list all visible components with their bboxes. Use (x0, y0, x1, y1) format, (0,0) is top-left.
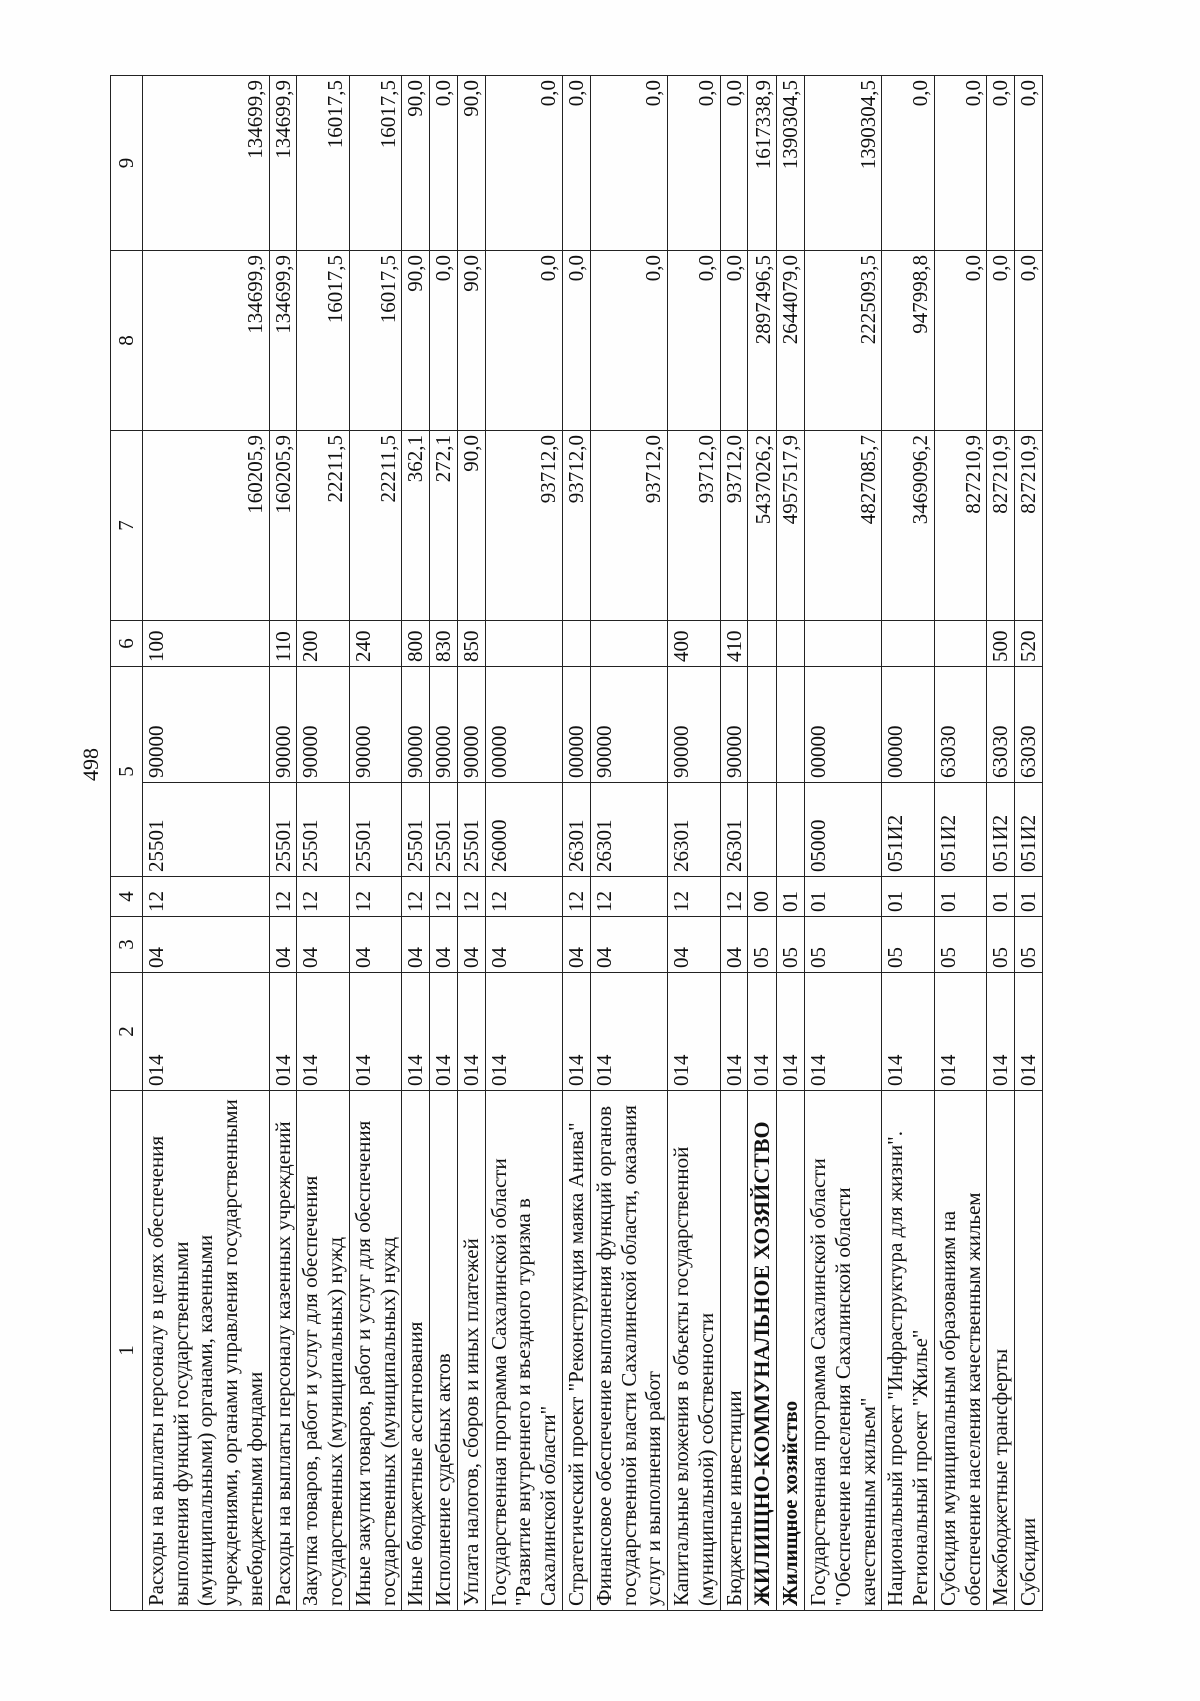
cell-amount-year1: 93712,0 (668, 431, 721, 621)
row-name: Бюджетные инвестиции (720, 1091, 748, 1611)
cell-section: 05 (987, 917, 1015, 973)
cell-amount-year2: 0,0 (563, 251, 591, 431)
header-row (111, 76, 143, 1611)
cell-amount-year3: 1390304,5 (777, 76, 805, 251)
cell-expense-type (485, 621, 562, 667)
cell-section: 04 (430, 917, 458, 973)
cell-expense-type (748, 621, 777, 667)
cell-ministry: 014 (668, 973, 721, 1091)
cell-amount-year1: 362,1 (402, 431, 430, 621)
cell-ministry: 014 (297, 973, 350, 1091)
cell-program-code: 26301 (563, 783, 591, 877)
cell-amount-year2: 134699,9 (142, 251, 269, 431)
cell-expense-type (563, 621, 591, 667)
cell-section: 04 (563, 917, 591, 973)
cell-section: 04 (668, 917, 721, 973)
cell-direction-code: 90000 (668, 667, 721, 783)
budget-table (110, 75, 1043, 1611)
cell-direction-code: 90000 (590, 667, 667, 783)
cell-amount-year1: 22211,5 (297, 431, 350, 621)
col-header: 6 (111, 621, 143, 667)
row-name: ЖИЛИЩНО-КОММУНАЛЬНОЕ ХОЗЯЙСТВО (748, 1091, 777, 1611)
cell-program-code: 25501 (430, 783, 458, 877)
cell-subsection: 12 (457, 877, 485, 917)
row-name: Уплата налогов, сборов и иных платежей (457, 1091, 485, 1611)
table-row (987, 76, 1015, 1611)
cell-ministry: 014 (934, 973, 987, 1091)
cell-amount-year2: 0,0 (1015, 251, 1043, 431)
cell-subsection: 12 (297, 877, 350, 917)
cell-expense-type: 520 (1015, 621, 1043, 667)
cell-subsection: 01 (805, 877, 882, 917)
cell-ministry: 014 (805, 973, 882, 1091)
cell-subsection: 01 (882, 877, 935, 917)
cell-section: 05 (934, 917, 987, 973)
table-row (777, 76, 805, 1611)
cell-expense-type (934, 621, 987, 667)
cell-subsection: 01 (1015, 877, 1043, 917)
cell-section: 04 (142, 917, 269, 973)
cell-subsection: 12 (563, 877, 591, 917)
cell-amount-year3: 90,0 (402, 76, 430, 251)
col-header: 5 (111, 667, 143, 877)
cell-subsection: 12 (402, 877, 430, 917)
table-row (430, 76, 458, 1611)
cell-expense-type: 110 (269, 621, 297, 667)
cell-amount-year3: 16017,5 (349, 76, 402, 251)
row-name: Закупка товаров, работ и услуг для обеспечения государственных (муниципальных) нужд (297, 1091, 350, 1611)
cell-amount-year2: 947998,8 (882, 251, 935, 431)
row-name: Субсидия муниципальным образованиям на обеспечение населения качественным жильем (934, 1091, 987, 1611)
cell-amount-year1: 4827085,7 (805, 431, 882, 621)
cell-section: 05 (777, 917, 805, 973)
table-row (485, 76, 562, 1611)
cell-amount-year2: 134699,9 (269, 251, 297, 431)
row-name: Стратегический проект "Реконструкция маяка Анива" (563, 1091, 591, 1611)
cell-amount-year3: 0,0 (430, 76, 458, 251)
cell-subsection: 01 (777, 877, 805, 917)
cell-section: 04 (269, 917, 297, 973)
cell-direction-code: 00000 (882, 667, 935, 783)
cell-section: 04 (457, 917, 485, 973)
row-name: Жилищное хозяйство (777, 1091, 805, 1611)
cell-ministry: 014 (142, 973, 269, 1091)
cell-program-code: 25501 (142, 783, 269, 877)
cell-direction-code: 00000 (563, 667, 591, 783)
cell-amount-year1: 93712,0 (563, 431, 591, 621)
cell-amount-year1: 272,1 (430, 431, 458, 621)
cell-amount-year2: 16017,5 (297, 251, 350, 431)
cell-program-code: 25501 (402, 783, 430, 877)
cell-program-code: 25501 (269, 783, 297, 877)
col-header: 9 (111, 76, 143, 251)
cell-program-code: 05000 (805, 783, 882, 877)
cell-direction-code: 90000 (457, 667, 485, 783)
cell-direction-code: 00000 (485, 667, 562, 783)
col-header: 7 (111, 431, 143, 621)
cell-section: 04 (720, 917, 748, 973)
row-name: Национальный проект "Инфраструктура для жизни". Региональный проект "Жилье" (882, 1091, 935, 1611)
cell-program-code: 051И2 (934, 783, 987, 877)
cell-expense-type (882, 621, 935, 667)
cell-expense-type: 410 (720, 621, 748, 667)
cell-expense-type (590, 621, 667, 667)
col-header: 1 (111, 1091, 143, 1611)
table-row (748, 76, 777, 1611)
col-header: 3 (111, 917, 143, 973)
cell-ministry: 014 (485, 973, 562, 1091)
cell-program-code: 26301 (590, 783, 667, 877)
cell-section: 04 (349, 917, 402, 973)
page-number: 498 (78, 748, 103, 781)
cell-expense-type: 830 (430, 621, 458, 667)
cell-direction-code: 63030 (1015, 667, 1043, 783)
cell-subsection: 12 (349, 877, 402, 917)
cell-direction-code: 90000 (430, 667, 458, 783)
cell-direction-code: 90000 (720, 667, 748, 783)
cell-ministry: 014 (457, 973, 485, 1091)
cell-direction-code: 90000 (349, 667, 402, 783)
cell-amount-year3: 0,0 (934, 76, 987, 251)
cell-direction-code: 63030 (934, 667, 987, 783)
cell-amount-year2: 0,0 (485, 251, 562, 431)
cell-program-code: 25501 (349, 783, 402, 877)
cell-direction-code (777, 667, 805, 783)
cell-subsection: 00 (748, 877, 777, 917)
cell-amount-year3: 1617338,9 (748, 76, 777, 251)
cell-ministry: 014 (748, 973, 777, 1091)
cell-amount-year3: 1390304,5 (805, 76, 882, 251)
cell-expense-type: 400 (668, 621, 721, 667)
cell-ministry: 014 (882, 973, 935, 1091)
cell-ministry: 014 (720, 973, 748, 1091)
cell-amount-year3: 0,0 (485, 76, 562, 251)
cell-subsection: 01 (934, 877, 987, 917)
cell-section: 04 (590, 917, 667, 973)
cell-amount-year3: 90,0 (457, 76, 485, 251)
table-row (1015, 76, 1043, 1611)
cell-ministry: 014 (563, 973, 591, 1091)
cell-section: 05 (1015, 917, 1043, 973)
col-header: 8 (111, 251, 143, 431)
cell-direction-code: 90000 (402, 667, 430, 783)
cell-section: 04 (297, 917, 350, 973)
cell-ministry: 014 (1015, 973, 1043, 1091)
table-row (563, 76, 591, 1611)
cell-expense-type: 100 (142, 621, 269, 667)
row-name: Финансовое обеспечение выполнения функций органов государственной власти Сахалинской области, оказания услуг и выполнения работ (590, 1091, 667, 1611)
cell-ministry: 014 (430, 973, 458, 1091)
table-row (402, 76, 430, 1611)
cell-subsection: 12 (142, 877, 269, 917)
cell-amount-year1: 160205,9 (269, 431, 297, 621)
table-row (269, 76, 297, 1611)
cell-program-code: 051И2 (882, 783, 935, 877)
table-row (349, 76, 402, 1611)
cell-program-code: 26000 (485, 783, 562, 877)
row-name: Иные закупки товаров, работ и услуг для обеспечения государственных (муниципальных) нужд (349, 1091, 402, 1611)
row-name: Субсидии (1015, 1091, 1043, 1611)
cell-amount-year1: 5437026,2 (748, 431, 777, 621)
cell-amount-year2: 0,0 (987, 251, 1015, 431)
cell-amount-year1: 827210,9 (987, 431, 1015, 621)
cell-direction-code: 90000 (269, 667, 297, 783)
cell-amount-year1: 160205,9 (142, 431, 269, 621)
cell-amount-year2: 2644079,0 (777, 251, 805, 431)
cell-program-code: 25501 (297, 783, 350, 877)
cell-amount-year3: 0,0 (1015, 76, 1043, 251)
cell-amount-year2: 2897496,5 (748, 251, 777, 431)
row-name: Исполнение судебных актов (430, 1091, 458, 1611)
cell-amount-year1: 93712,0 (720, 431, 748, 621)
cell-amount-year1: 827210,9 (1015, 431, 1043, 621)
cell-section: 04 (402, 917, 430, 973)
cell-amount-year3: 16017,5 (297, 76, 350, 251)
cell-amount-year1: 90,0 (457, 431, 485, 621)
cell-program-code (748, 783, 777, 877)
cell-program-code (777, 783, 805, 877)
cell-amount-year2: 0,0 (590, 251, 667, 431)
table-row (720, 76, 748, 1611)
cell-amount-year3: 134699,9 (269, 76, 297, 251)
table-row (142, 76, 269, 1611)
cell-section: 05 (805, 917, 882, 973)
cell-expense-type: 240 (349, 621, 402, 667)
cell-amount-year2: 0,0 (430, 251, 458, 431)
cell-amount-year2: 90,0 (402, 251, 430, 431)
cell-ministry: 014 (269, 973, 297, 1091)
col-header: 2 (111, 973, 143, 1091)
row-name: Государственная программа Сахалинской области "Развитие внутреннего и въездного туризма в Сахалинской области" (485, 1091, 562, 1611)
cell-expense-type: 800 (402, 621, 430, 667)
cell-expense-type (805, 621, 882, 667)
cell-program-code: 26301 (668, 783, 721, 877)
cell-expense-type: 850 (457, 621, 485, 667)
cell-amount-year2: 0,0 (934, 251, 987, 431)
cell-ministry: 014 (349, 973, 402, 1091)
cell-direction-code (748, 667, 777, 783)
cell-section: 05 (882, 917, 935, 973)
cell-amount-year3: 134699,9 (142, 76, 269, 251)
cell-expense-type (777, 621, 805, 667)
row-name: Государственная программа Сахалинской области "Обеспечение населения Сахалинской области качественным жильем" (805, 1091, 882, 1611)
cell-program-code: 051И2 (1015, 783, 1043, 877)
row-name: Расходы на выплаты персоналу в целях обеспечения выполнения функций государственными (муниципальными) органами, казенными учреждениями, органами управления государственными внебюджетными фондами (142, 1091, 269, 1611)
table-row (882, 76, 935, 1611)
cell-direction-code: 00000 (805, 667, 882, 783)
table-row (590, 76, 667, 1611)
cell-ministry: 014 (590, 973, 667, 1091)
cell-subsection: 12 (668, 877, 721, 917)
cell-amount-year3: 0,0 (720, 76, 748, 251)
cell-expense-type: 500 (987, 621, 1015, 667)
row-name: Иные бюджетные ассигнования (402, 1091, 430, 1611)
cell-program-code: 051И2 (987, 783, 1015, 877)
cell-expense-type: 200 (297, 621, 350, 667)
cell-ministry: 014 (987, 973, 1015, 1091)
cell-subsection: 12 (430, 877, 458, 917)
cell-ministry: 014 (402, 973, 430, 1091)
cell-section: 05 (748, 917, 777, 973)
cell-direction-code: 63030 (987, 667, 1015, 783)
cell-program-code: 25501 (457, 783, 485, 877)
cell-amount-year3: 0,0 (590, 76, 667, 251)
table-row (934, 76, 987, 1611)
row-name: Межбюджетные трансферты (987, 1091, 1015, 1611)
table-row (297, 76, 350, 1611)
table-body (142, 76, 1042, 1611)
cell-direction-code: 90000 (142, 667, 269, 783)
cell-amount-year2: 2225093,5 (805, 251, 882, 431)
table-row (457, 76, 485, 1611)
cell-subsection: 12 (590, 877, 667, 917)
cell-subsection: 12 (485, 877, 562, 917)
cell-amount-year2: 0,0 (668, 251, 721, 431)
cell-amount-year3: 0,0 (987, 76, 1015, 251)
cell-amount-year2: 16017,5 (349, 251, 402, 431)
cell-direction-code: 90000 (297, 667, 350, 783)
row-name: Капитальные вложения в объекты государственной (муниципальной) собственности (668, 1091, 721, 1611)
cell-subsection: 12 (269, 877, 297, 917)
cell-section: 04 (485, 917, 562, 973)
cell-program-code: 26301 (720, 783, 748, 877)
cell-amount-year2: 0,0 (720, 251, 748, 431)
cell-subsection: 01 (987, 877, 1015, 917)
table-row (668, 76, 721, 1611)
cell-subsection: 12 (720, 877, 748, 917)
cell-amount-year1: 4957517,9 (777, 431, 805, 621)
cell-amount-year1: 22211,5 (349, 431, 402, 621)
cell-amount-year3: 0,0 (882, 76, 935, 251)
cell-amount-year1: 93712,0 (485, 431, 562, 621)
col-header: 4 (111, 877, 143, 917)
row-name: Расходы на выплаты персоналу казенных учреждений (269, 1091, 297, 1611)
cell-amount-year1: 827210,9 (934, 431, 987, 621)
cell-amount-year3: 0,0 (668, 76, 721, 251)
cell-amount-year3: 0,0 (563, 76, 591, 251)
cell-ministry: 014 (777, 973, 805, 1091)
cell-amount-year2: 90,0 (457, 251, 485, 431)
cell-amount-year1: 93712,0 (590, 431, 667, 621)
cell-amount-year1: 3469096,2 (882, 431, 935, 621)
table-row (805, 76, 882, 1611)
